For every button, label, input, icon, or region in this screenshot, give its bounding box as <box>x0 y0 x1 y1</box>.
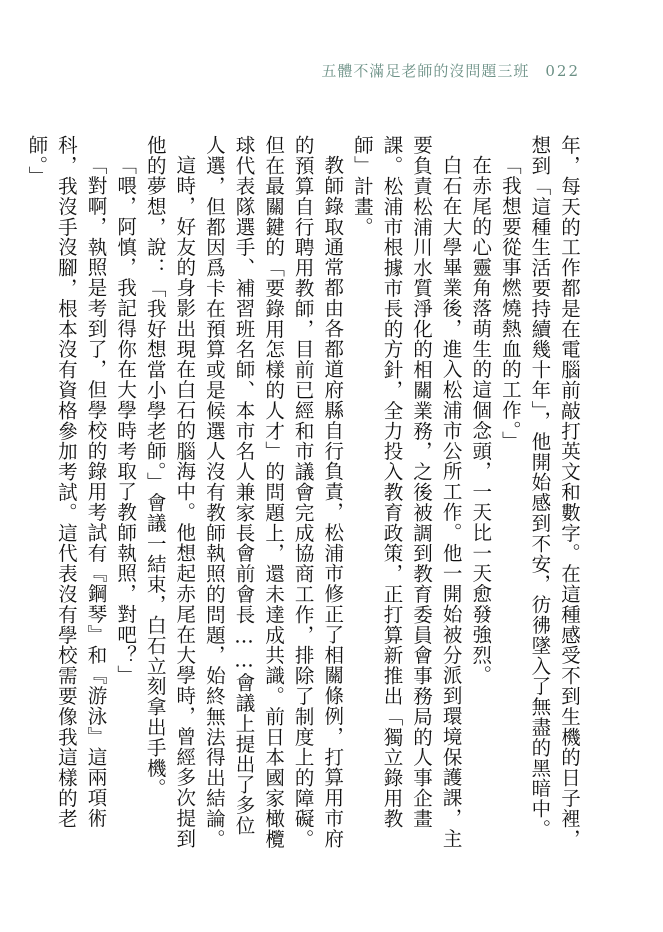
book-title: 五體不滿足老師的沒問題三班 <box>321 62 530 80</box>
paragraph: 白石在大學畢業後，進入松浦市公所工作。他一開始被分派到環境保護課，主要負責松浦川水質淨化的相關業務，之後被調到教育委員會事務局的人事企畫課。松浦市根據市長的方針，全力投入教育政策，正打算新推出「獨立錄用教師」計畫。 <box>350 135 463 849</box>
paragraph: 年，每天的工作都是在電腦前敲打英文和數字。在這種感受不到生機的日子裡，想到「這種生活要持續幾十年」，他開始感到不安，彷彿墜入了無盡的黑暗中。 <box>528 135 581 849</box>
paragraph: 教師錄取通常都由各都道府縣自行負責，松浦市修正了相關條例，打算用市府的預算自行聘用教師，目前已經和市議會完成協商工作，排除了制度上的障礙。但在最關鍵的「要錄用怎樣的人才」的問題上，還未達成共識。前日本國家橄欖球代表隊選手、補習班名師、本市名人兼家長會前會長……會議上提出了多位人選，但都因爲卡在預算或是候選人沒有教師執照的問題，始終無法得出結論。 <box>202 135 345 849</box>
paragraph: 這時，好友的身影出現在白石的腦海中。他想起赤尾在大學時，曾經多次提到他的夢想，說：「我好想當小學老師。」會議一結束，白石立刻拿出手機。 <box>143 135 197 849</box>
running-header <box>321 60 580 81</box>
paragraph: 在赤尾的心靈角落萌生的這個念頭，一天比一天愈發強烈。 <box>469 154 493 685</box>
paragraph: 「對啊，執照是考到了，但學校的錄用考試有『鋼琴』和『游泳』這兩項術科，我沒手沒腳，根本沒有資格參加考試。這代表沒有學校需要像我這樣的老師。」 <box>25 135 108 829</box>
paragraph: 「我想要從事燃燒熱血的工作。」 <box>498 154 522 451</box>
paragraph: 「喂，阿慎，我記得你在大學時考取了教師執照，對吧？」 <box>114 154 138 685</box>
page-number: 022 <box>545 62 580 80</box>
body-text <box>25 135 584 855</box>
